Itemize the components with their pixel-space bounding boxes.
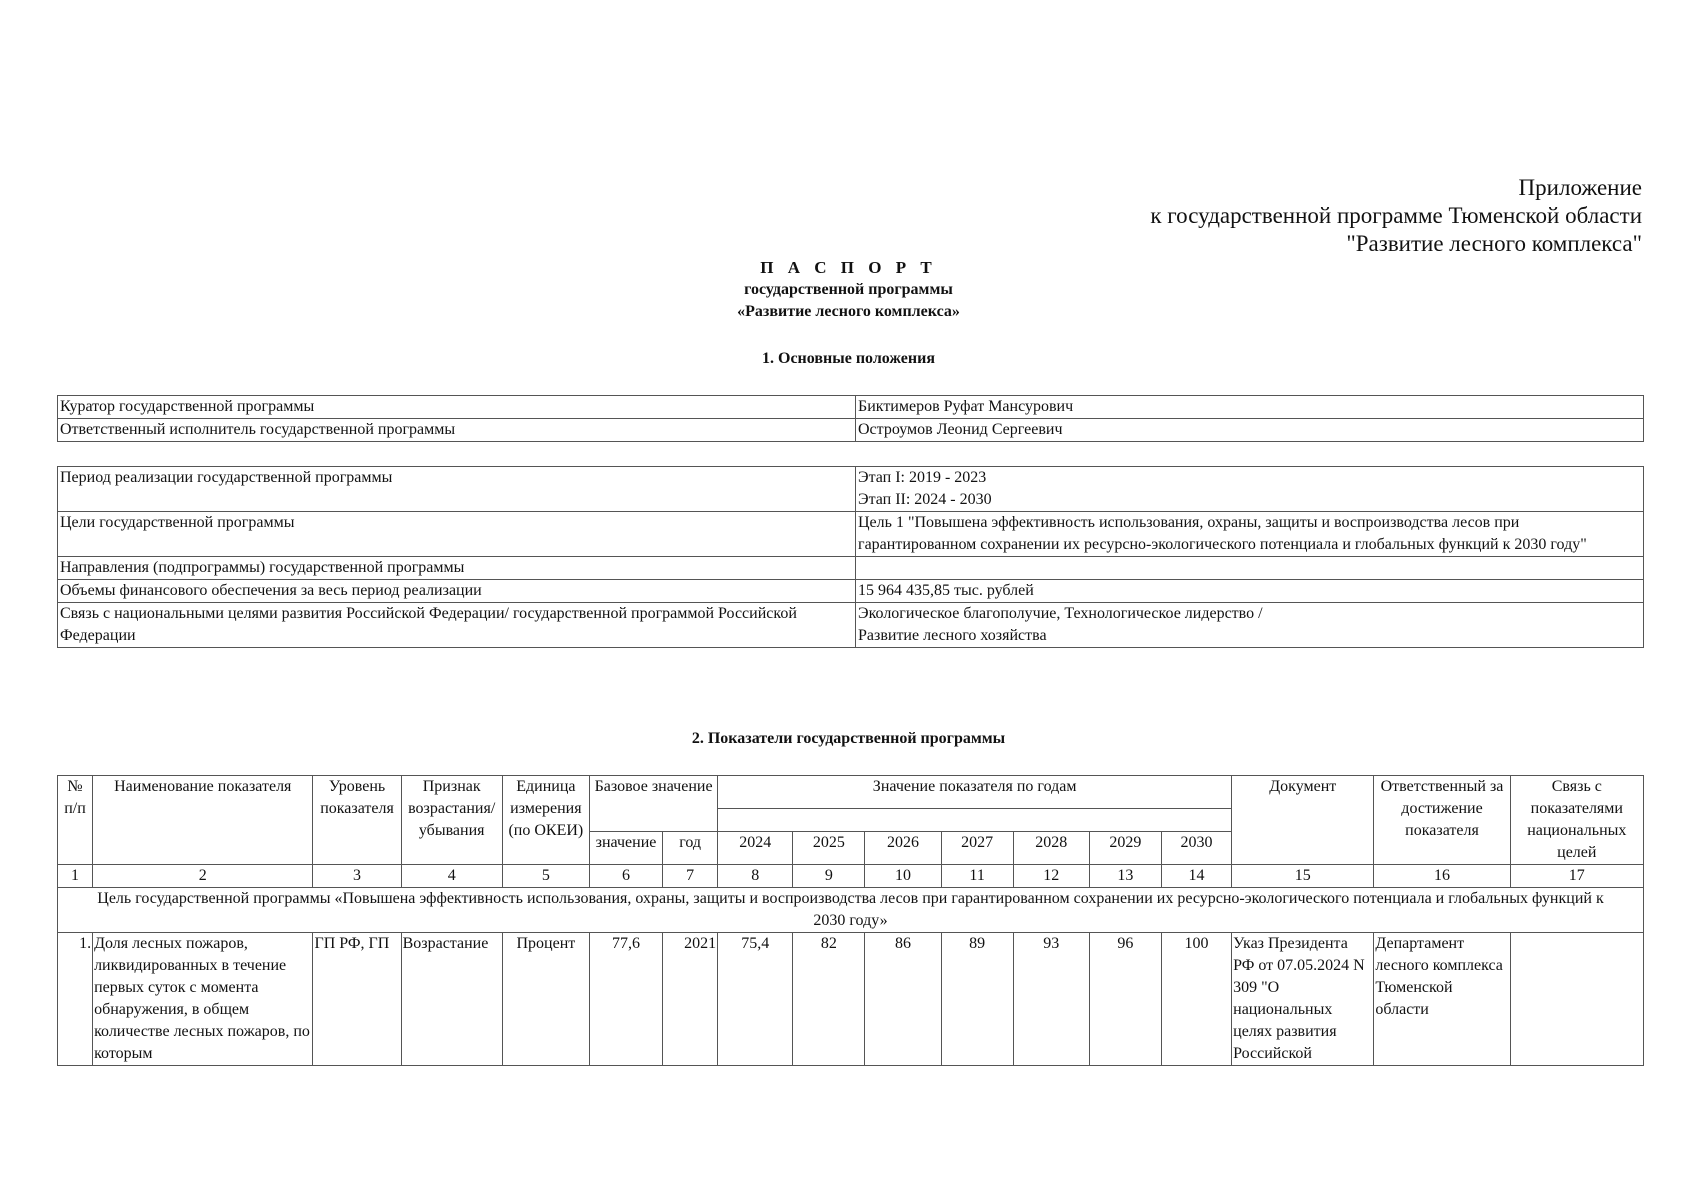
col-header-link: Связь с показателями национальных целей [1510,776,1643,865]
period-value [856,467,1644,512]
executor-value: Остроумов Леонид Сергеевич [856,419,1644,442]
indicator-sign: Возрастание [401,933,502,1066]
col-header-year: 2029 [1089,832,1161,865]
col-header-base-year: год [663,832,718,865]
column-number: 16 [1374,865,1510,888]
year-value: 93 [1013,933,1089,1066]
years-spacer [718,809,1232,832]
period-label: Период реализации государственной программы [58,467,856,512]
year-value: 89 [941,933,1013,1066]
indicator-unit: Процент [502,933,589,1066]
table-row [58,467,1644,512]
indicator-responsible: Департамент лесного комплекса Тюменской области [1374,933,1510,1066]
appendix-line-2: к государственной программе Тюменской области [1150,203,1642,228]
directions-label: Направления (подпрограммы) государственной программы [58,557,856,580]
year-value: 86 [865,933,941,1066]
appendix-line-1: Приложение [1518,175,1642,200]
column-number: 11 [941,865,1013,888]
col-header-name: Наименование показателя [93,776,313,865]
col-header-unit: Единица измерения (по ОКЕИ) [502,776,589,865]
period-stage-2: Этап II: 2024 - 2030 [858,491,992,508]
base-year: 2021 [663,933,718,1066]
col-header-num: № п/п [58,776,93,865]
goals-value: Цель 1 "Повышена эффективность использования, охраны, защиты и воспроизводства лесов при гарантированном сохранении их ресурсно-экологического потенциала и глобальных функций к 2030 году" [856,512,1644,557]
col-header-year: 2027 [941,832,1013,865]
indicators-table [57,775,1644,1066]
indicator-name: Доля лесных пожаров, ликвидированных в течение первых суток с момента обнаружения, в общем количестве лесных пожаров, по которым [93,933,313,1066]
col-header-year: 2028 [1013,832,1089,865]
col-header-sign: Признак возрастания/ убывания [401,776,502,865]
col-header-responsible: Ответственный за достижение показателя [1374,776,1510,865]
row-num: 1. [58,933,93,1066]
indicator-level: ГП РФ, ГП [313,933,401,1066]
section-2-title: 2. Показатели государственной программы [691,730,1006,747]
curator-label: Куратор государственной программы [58,396,856,419]
base-value: 77,6 [589,933,662,1066]
executor-label: Ответственный исполнитель государственной программы [58,419,856,442]
passport-title: П А С П О Р Т [760,258,937,277]
section-1-title: 1. Основные положения [762,350,935,367]
appendix-line-3: "Развитие лесного комплекса" [1346,231,1642,256]
indicator-document: Указ Президента РФ от 07.05.2024 N 309 "О национальных целях развития Российской [1232,933,1374,1066]
indicator-link [1510,933,1643,1066]
table-row [58,557,1644,580]
col-header-level: Уровень показателя [313,776,401,865]
table-row [58,933,1644,1066]
column-number: 2 [93,865,313,888]
national-goals-link-line-1: Экологическое благополучие, Технологическое лидерство / [858,605,1263,622]
col-header-document: Документ [1232,776,1374,865]
col-header-year: 2030 [1161,832,1231,865]
col-header-year: 2024 [718,832,793,865]
national-goals-link-line-2: Развитие лесного хозяйства [858,627,1047,644]
main-info-table [57,395,1644,442]
year-value: 82 [793,933,865,1066]
column-number: 8 [718,865,793,888]
year-value: 75,4 [718,933,793,1066]
period-stage-1: Этап I: 2019 - 2023 [858,469,987,486]
header-row [58,776,1644,809]
year-value: 96 [1089,933,1161,1066]
passport-heading [0,257,1697,323]
table-row [58,512,1644,557]
column-number-row [58,865,1644,888]
column-number: 15 [1232,865,1374,888]
program-details-table [57,466,1644,648]
passport-subtitle: государственной программы [744,281,953,298]
goal-text: Цель государственной программы «Повышена эффективность использования, охраны, защиты и воспроизводства лесов при гарантированном сохранении их ресурсно-экологического потенциала и глобальных функций к 2030 году» [58,888,1644,933]
column-number: 5 [502,865,589,888]
col-header-base-value: значение [589,832,662,865]
table-row [58,396,1644,419]
year-value: 100 [1161,933,1231,1066]
column-number: 6 [589,865,662,888]
column-number: 14 [1161,865,1231,888]
table-row [58,603,1644,648]
column-number: 17 [1510,865,1643,888]
curator-value: Биктимеров Руфат Мансурович [856,396,1644,419]
table-row [58,580,1644,603]
column-number: 10 [865,865,941,888]
directions-value [856,557,1644,580]
col-header-base: Базовое значение [589,776,717,832]
program-name: «Развитие лесного комплекса» [737,303,960,320]
funding-value: 15 964 435,85 тыс. рублей [856,580,1644,603]
national-goals-link-value [856,603,1644,648]
col-header-year: 2026 [865,832,941,865]
appendix-header [1150,174,1642,258]
column-number: 1 [58,865,93,888]
col-header-by-years: Значение показателя по годам [718,776,1232,809]
column-number: 12 [1013,865,1089,888]
national-goals-link-label: Связь с национальными целями развития Российской Федерации/ государственной программой Российской Федерации [58,603,856,648]
column-number: 3 [313,865,401,888]
goal-row [58,888,1644,933]
col-header-year: 2025 [793,832,865,865]
column-number: 4 [401,865,502,888]
column-number: 13 [1089,865,1161,888]
column-number: 9 [793,865,865,888]
column-number: 7 [663,865,718,888]
funding-label: Объемы финансового обеспечения за весь период реализации [58,580,856,603]
goals-label: Цели государственной программы [58,512,856,557]
table-row [58,419,1644,442]
